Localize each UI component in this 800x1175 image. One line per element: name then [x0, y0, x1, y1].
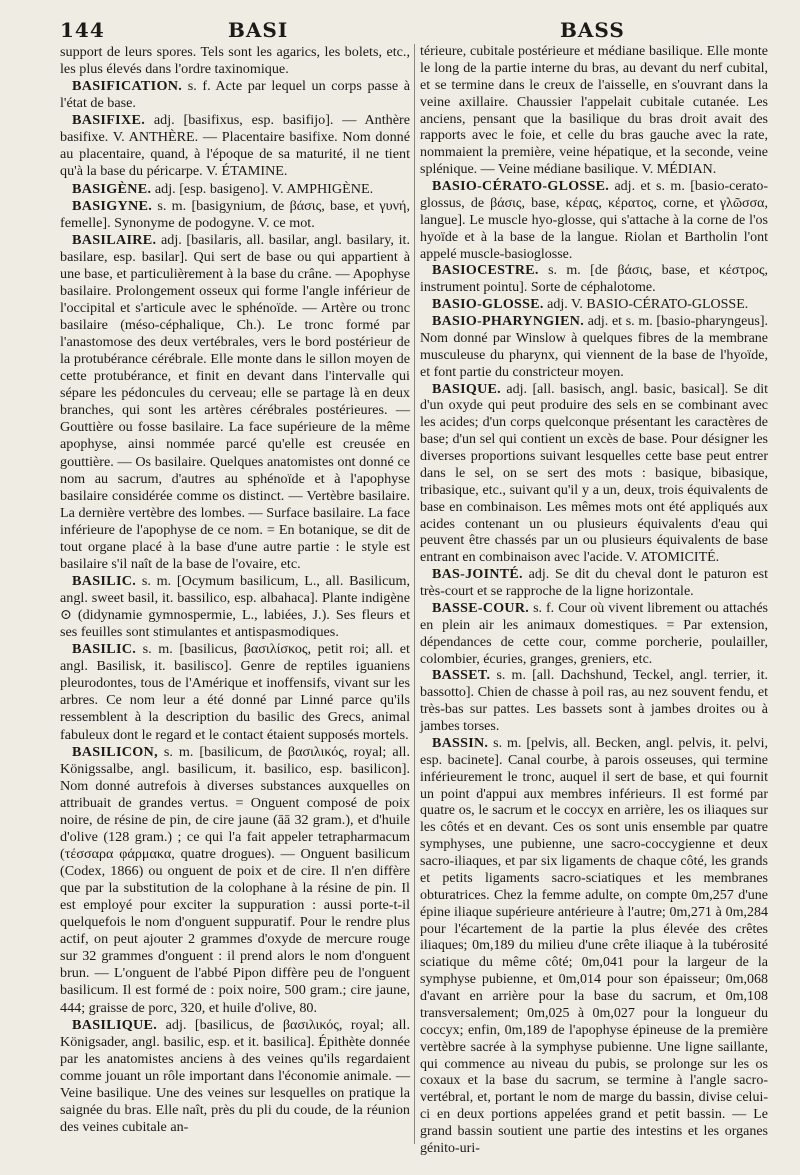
headword: BASILAIRE.	[72, 231, 157, 248]
continuation-text: support de leurs spores. Tels sont les agarics, les bolets, etc., les plus élevés dans l'ordre taxinomique.	[60, 44, 410, 78]
dictionary-entry	[420, 263, 768, 297]
headword: BASIFICATION.	[72, 78, 183, 95]
dictionary-entry	[60, 181, 410, 198]
dictionary-entry	[60, 232, 410, 573]
headword: BASSE-COUR.	[432, 600, 530, 616]
entry-body: adj. et s. m. [basio-pharyngeus]. Nom donné par Winslow à quelques fibres de la membrane musculeuse du pharynx, qui viennent de la base de l'hyoïde, et font partie du constricteur moyen.	[420, 314, 768, 380]
right-column	[420, 44, 768, 1158]
continuation-text: térieure, cubitale postérieure et médiane basilique. Elle monte le long de la partie interne du bras, au devant du nerf cubital, et se termine dans le creux de l'aisselle, en s'ouvrant dans la veine axillaire. Chaussier l'appelait cubitale cutanée. Les anciens, pensant que la basilique du bras droit avait des rapports avec le foie, et celle du bras gauche avec la rate, nommaient la première, veine hépatique, et la seconde, veine splénique. — Veine médiane basilique. V. MÉDIAN.	[420, 44, 768, 178]
dictionary-entry	[420, 314, 768, 382]
headword: BASIGYNE.	[72, 197, 153, 214]
entry-body: adj. V. BASIO-CÉRATO-GLOSSE.	[547, 297, 749, 313]
left-column	[60, 44, 410, 1136]
headword: BASIO-GLOSSE.	[432, 297, 544, 313]
dictionary-entry	[420, 601, 768, 669]
headword: BASILIC.	[72, 572, 137, 589]
dictionary-entry	[60, 78, 410, 112]
dictionary-entry	[420, 382, 768, 568]
headword: BAS-JOINTÉ.	[432, 567, 523, 583]
headword: BASIO-PHARYNGIEN.	[432, 314, 585, 329]
dictionary-entry	[60, 1017, 410, 1136]
entry-body: s. f. Acte par lequel un corps passe à l'état de base.	[60, 78, 410, 112]
dictionary-entry	[420, 736, 768, 1158]
headword: BASILIC.	[72, 641, 137, 658]
entry-body: s. m. [pelvis, all. Becken, angl. pelvis, it. pelvi, esp. bacinete]. Canal courbe, à parois osseuses, qui termine inférieurement le tronc, auquel il sert de base, et qui fournit un point d'appui aux membres inférieurs. Il est formé par quatre os, le sacrum et le coccyx en arrière, les os iliaques sur les côtés et en devant. Ces os sont unis ensemble par quatre symphyses, une pubienne, une sacro-coccygienne et deux sacro-iliaques, et par six ligaments de chaque côté, les grands et petits ligaments sacro-sciatiques et les membranes obturatrices. Chez la femme adulte, on compte 0m,257 d'une épine iliaque supérieure antérieure à l'autre; 0m,271 à 0m,284 pour l'écartement de la partie la plus élevée des crêtes iliaques; 0m,189 du milieu d'une crête iliaque à la tubérosité sciatique du même côté; 0m,041 pour la largeur de la symphyse pubienne, et 0m,014 pour son épaisseur; 0m,068 d'avant en arrière pour la base du sacrum, et 0m,108 transversalement; 0m,025 à 0m,027 pour la longueur du coccyx; enfin, 0m,189 de l'apophyse épineuse de la première vertèbre sacrée à la symphyse pubienne. Une ligne saillante, qui commence au niveau du pubis, se prolonge sur les os coxaux et la base du sacrum, se termine à l'angle sacro-vertébral, et, portant le nom de marge du bassin, divise celui-ci en deux portions appelées grand et petit bassin. — Le grand bassin soutient une partie des intestins et les organes génito-uri-	[420, 735, 768, 1156]
column-divider	[414, 44, 415, 1144]
dictionary-entry	[60, 573, 410, 641]
dictionary-entry	[60, 641, 410, 743]
entry-body: s. m. [Ocymum basilicum, L., all. Basilicum, angl. sweet basil, it. bassilico, esp. albahaca]. Plante indigène ⊙ (didynamie gymnospermie, L., labiées, J.). Ses fleurs et ses feuilles sont stimulantes et antispasmodiques.	[60, 572, 410, 641]
entry-body: s. m. [all. Dachshund, Teckel, angl. terrier, it. bassotto]. Chien de chasse à poil ras, au nez souvent fendu, et très-bas sur pattes. Les bassets sont à jambes droites ou à jambes torses.	[420, 668, 768, 734]
entry-body: adj. Se dit du cheval dont le paturon est très-court et se rapproche de la ligne horizontale.	[420, 567, 769, 599]
entry-body: s. f. Cour où vivent librement ou attachés en plein air les animaux domestiques. = Par extension, dépendances de cette cour, comme porcherie, poulailler, colombier, écuries, granges, greniers, etc.	[420, 600, 768, 667]
headword: BASSIN.	[432, 735, 489, 751]
headword: BASIOCESTRE.	[432, 263, 539, 279]
entry-body: s. m. [basilicum, de βασιλικός, royal; all. Königssalbe, angl. basilicum, it. basilico, esp. basilicon]. Nom donné autrefois à diverses substances auxquelles on attribuait de grandes vertus. = Onguent composé de poix noire, de résine de pin, de cire jaune (āā 32 gram.), et d'huile d'olive (128 gram.) ; ce qui l'a fait appeler tetrapharmacum (τέσσαρα φάρμακα, quatre drogues). — Onguent basilicum (Codex, 1866) ou onguent de poix et de cire. Il n'en diffère que par la substitution de la colophane à la résine de pin. Il est employé pour exciter la suppuration : aussi porte-t-il quelquefois le nom d'onguent suppuratif. Pour le rendre plus actif, on peut ajouter 2 grammes d'oxyde de mercure rouge sur 32 grammes d'onguent : il prend alors le nom d'onguent brun. — L'onguent de l'abbé Pipon diffère peu de l'onguent basilicum. Il est formé de : poix noire, 500 gram.; cire jaune, 444; graisse de porc, 320, et huile d'olive, 80.	[60, 743, 410, 1016]
headword: BASILICON,	[72, 743, 158, 760]
entry-body: adj. et s. m. [basio-cerato-glossus, de βάσις, base, κέρας, κέρατος, corne, et γλῶσσα, langue]. Le muscle hyo-glosse, qui s'attache à la corne de l'os hyoïde et à la base de la langue. Riolan et Bartholin l'ont appelé muscle-basioglosse.	[420, 179, 768, 262]
dictionary-entry	[420, 567, 768, 601]
headword: BASIGÈNE.	[72, 180, 152, 197]
headword: BASSET.	[432, 668, 491, 684]
dictionary-entry	[60, 112, 410, 180]
headword: BASIQUE.	[432, 381, 501, 397]
page-number: 144	[60, 18, 105, 42]
dictionary-entry	[420, 297, 768, 314]
dictionary-entry	[420, 668, 768, 736]
entry-body: adj. [basilicus, de βασιλικός, royal; all. Königsader, angl. basilic, esp. et it. basilica]. Épithète donnée par les anatomistes anciens à des veines qu'ils regardaient comme jouant un rôle important dans l'économie animale. — Veine basilique. Une des veines sur lesquelles on pratique la saignée du bras. Elle naît, près du pli du coude, de la réunion des veines cubitale an-	[60, 1016, 410, 1135]
entry-body: s. m. [basilicus, βασιλίσκος, petit roi; all. et angl. Basilisk, it. basilisco]. Genre de reptiles iguaniens pleurodontes, tous de l'Amérique et inoffensifs, vivant sur les arbres. Ce nom leur a été donné par Linné parce qu'ils ressemblent à la description du basilic des Grecs, animal fabuleux dont le regard et le contact étaient supposés mortels.	[60, 641, 410, 743]
dictionary-entry	[60, 198, 410, 232]
right-guide-word: BASS	[560, 18, 625, 42]
entry-body: adj. [basilaris, all. basilar, angl. basilary, it. basilare, esp. basilar]. Qui sert de base ou qui appartient à une base, et particulièrement à la base du crâne. — Apophyse basilaire. Prolongement osseux qui forme l'angle inférieur de l'occipital et s'articule avec le sphénoïde. — Artère ou tronc basilaire (méso-céphalique, Ch.). Le tronc formé par l'anastomose des deux vertébrales, vers le bord postérieur de la protubérance cérébrale. Elle monte dans le sillon moyen de cette protubérance, et finit en devant dans l'intervalle qui sépare les pédoncules du cerveau; elle se partage là en deux branches, qui sont les artères cérébrales postérieures. — Gouttière ou fosse basilaire. La face supérieure de la même apophyse, ainsi nommée parcé qu'elle est creusée en gouttière. — Os basilaire. Quelques anatomistes ont donné ce nom au sacrum, d'autres au sphénoïde et à l'apophyse basilaire considérée comme os distinct. — Vertèbre basilaire. La dernière vertèbre des lombes. — Surface basilaire. La face inférieure de l'apophyse de ce nom. = En botanique, se dit de tout organe placé à la base d'une autre partie : le style est basilaire s'il naît de la base de l'ovaire, etc.	[60, 231, 410, 572]
headword: BASIFIXE.	[72, 112, 146, 129]
dictionary-entry	[60, 744, 410, 1017]
dictionary-entry	[420, 179, 768, 263]
headword: BASILIQUE.	[72, 1016, 158, 1033]
left-guide-word: BASI	[228, 18, 289, 42]
entry-body: adj. [all. basisch, angl. basic, basical]. Se dit d'un oxyde qui peut produire des sels en se combinant avec les acides; d'un corps quelconque présentant les caractères de base; d'un sel qui contient un excès de base. Pour désigner les diverses proportions suivant lesquelles cette base peut entrer dans le sel, on se sert des mots : basique, bibasique, tribasique, etc., suivant qu'il y a un, deux, trois équivalents de base en combinaison. Les mêmes mots ont été appliqués aux acides contenant un ou plusieurs équivalents d'eau qui peuvent être chassés par un ou plusieurs équivalents de base entrant en combinaison avec l'acide. V. ATOMICITÉ.	[420, 381, 769, 566]
entry-body: adj. [basifixus, esp. basifijo]. — Anthère basifixe. V. ANTHÈRE. — Placentaire basifixe. Nom donné au placentaire, quand, à l'époque de sa maturité, il ne tient qu'à la base du péricarpe. V. ÉTAMINE.	[60, 112, 410, 180]
entry-body: s. m. [basigynium, de βάσις, base, et γυνή, femelle]. Synonyme de podogyne. V. ce mot.	[60, 197, 410, 231]
entry-body: adj. [esp. basigeno]. V. AMPHIGÈNE.	[154, 180, 374, 197]
entry-body: s. m. [de βάσις, base, et κέστρος, instrument pointu]. Sorte de céphalotome.	[420, 263, 769, 296]
headword: BASIO-CÉRATO-GLOSSE.	[432, 179, 610, 194]
